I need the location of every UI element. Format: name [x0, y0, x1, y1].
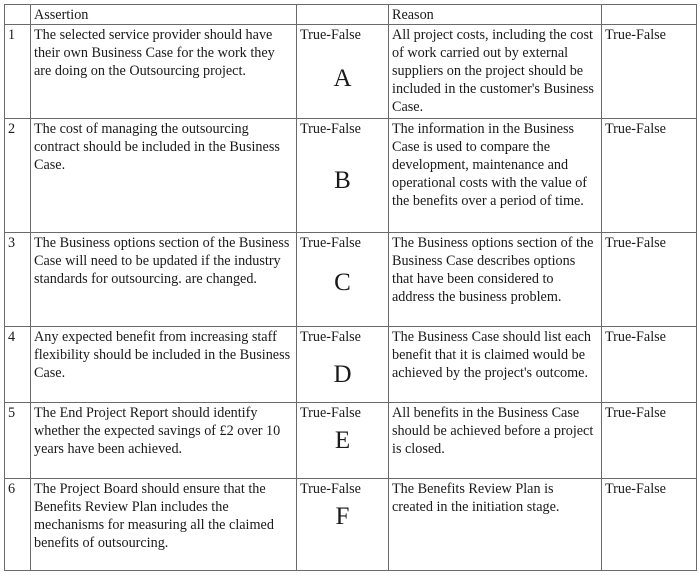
option-separator: - [326, 405, 332, 421]
assertion-reason-table [4, 4, 697, 571]
false-option[interactable]: False [331, 235, 361, 251]
header-row [5, 5, 697, 25]
option-separator: - [631, 27, 637, 43]
row-number: 5 [5, 403, 31, 479]
reason-text: The Business Case should list each benefit that it is claimed would be achieved by the project's outcome. [389, 327, 602, 403]
true-option[interactable]: True [300, 235, 327, 251]
true-option[interactable]: True [605, 121, 632, 137]
false-option[interactable]: False [331, 27, 361, 43]
reason-true-false-cell [602, 479, 697, 571]
reason-text: The information in the Business Case is used to compare the development, maintenance and operational costs with the value of the benefits over a period of time. [389, 119, 602, 233]
row-number: 4 [5, 327, 31, 403]
option-separator: - [326, 481, 332, 497]
assertion-true-false-cell [297, 119, 389, 233]
option-separator: - [326, 329, 332, 345]
reason-true-false-cell [602, 403, 697, 479]
true-option[interactable]: True [605, 329, 632, 345]
reason-text: The Benefits Review Plan is created in the initiation stage. [389, 479, 602, 571]
question-letter: B [334, 167, 351, 194]
option-separator: - [326, 27, 332, 43]
false-option[interactable]: False [636, 235, 666, 251]
false-option[interactable]: False [636, 329, 666, 345]
false-option[interactable]: False [636, 481, 666, 497]
assertion-text: Any expected benefit from increasing staff flexibility should be included in the Business Case. [31, 327, 297, 403]
table-row [5, 25, 697, 119]
false-option[interactable]: False [331, 121, 361, 137]
false-option[interactable]: False [331, 405, 361, 421]
question-letter: D [333, 361, 352, 388]
assertion-true-false-cell [297, 25, 389, 119]
option-separator: - [326, 121, 332, 137]
false-option[interactable]: False [636, 27, 666, 43]
false-option[interactable]: False [636, 405, 666, 421]
row-number: 6 [5, 479, 31, 571]
reason-text: All project costs, including the cost of work carried out by external suppliers on the project should be included in the customer's Business Case. [389, 25, 602, 119]
assertion-text: The selected service provider should have their own Business Case for the work they are doing on the Outsourcing project. [31, 25, 297, 119]
reason-text: The Business options section of the Business Case describes options that have been considered to address the business problem. [389, 233, 602, 327]
reason-true-false-cell [602, 25, 697, 119]
assertion-true-false-cell [297, 233, 389, 327]
true-option[interactable]: True [605, 27, 632, 43]
option-separator: - [631, 235, 637, 251]
true-option[interactable]: True [605, 405, 632, 421]
header-assertion-tf [297, 5, 389, 25]
reason-true-false-cell [602, 119, 697, 233]
assertion-text: The cost of managing the outsourcing contract should be included in the Business Case. [31, 119, 297, 233]
reason-true-false-cell [602, 233, 697, 327]
assertion-text: The Project Board should ensure that the Benefits Review Plan includes the mechanisms for measuring all the claimed benefits of outsourcing. [31, 479, 297, 571]
header-reason-tf [602, 5, 697, 25]
question-letter: F [335, 503, 350, 530]
false-option[interactable]: False [331, 481, 361, 497]
question-letter: C [334, 269, 351, 296]
option-separator: - [631, 121, 637, 137]
true-option[interactable]: True [300, 481, 327, 497]
true-option[interactable]: True [300, 329, 327, 345]
option-separator: - [326, 235, 332, 251]
assertion-text: The Business options section of the Business Case will need to be updated if the industry standards for outsourcing. are changed. [31, 233, 297, 327]
question-letter: E [334, 427, 351, 454]
true-option[interactable]: True [605, 235, 632, 251]
assertion-text: The End Project Report should identify whether the expected savings of £2 over 10 years have been achieved. [31, 403, 297, 479]
option-separator: - [631, 481, 637, 497]
true-option[interactable]: True [300, 121, 327, 137]
question-letter: A [333, 65, 352, 92]
table-row [5, 403, 697, 479]
assertion-true-false-cell [297, 403, 389, 479]
row-number: 3 [5, 233, 31, 327]
option-separator: - [631, 329, 637, 345]
option-separator: - [631, 405, 637, 421]
row-number: 1 [5, 25, 31, 119]
true-option[interactable]: True [300, 405, 327, 421]
assertion-true-false-cell [297, 327, 389, 403]
table-row [5, 119, 697, 233]
row-number: 2 [5, 119, 31, 233]
false-option[interactable]: False [331, 329, 361, 345]
reason-text: All benefits in the Business Case should be achieved before a project is closed. [389, 403, 602, 479]
table-row [5, 479, 697, 571]
header-number [5, 5, 31, 25]
reason-true-false-cell [602, 327, 697, 403]
header-reason: Reason [389, 5, 602, 25]
true-option[interactable]: True [605, 481, 632, 497]
table-row [5, 233, 697, 327]
assertion-true-false-cell [297, 479, 389, 571]
false-option[interactable]: False [636, 121, 666, 137]
table-row [5, 327, 697, 403]
header-assertion: Assertion [31, 5, 297, 25]
true-option[interactable]: True [300, 27, 327, 43]
